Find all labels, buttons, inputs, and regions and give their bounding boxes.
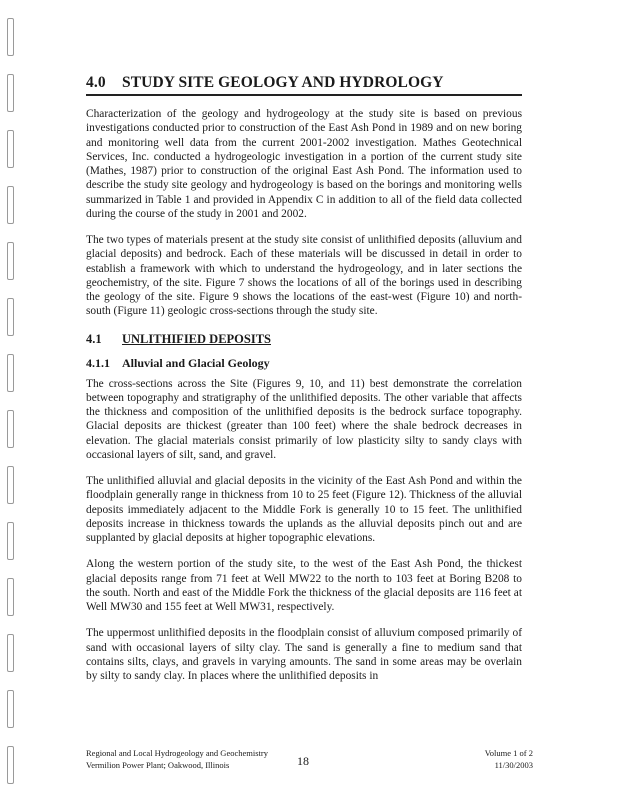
subsection-number: 4.1 (86, 331, 102, 346)
binder-hole (7, 410, 14, 448)
binder-hole (7, 242, 14, 280)
binder-hole (7, 298, 14, 336)
footer-volume-info (485, 747, 533, 771)
subsubsection-heading (86, 356, 522, 371)
binder-hole (7, 74, 14, 112)
subsection-title: UNLITHIFIED DEPOSITS (122, 331, 271, 346)
paragraph: The uppermost unlithified deposits in the floodplain consist of alluvium composed primarily of sand with occasional layers of silty clay. The sand is generally a fine to medium sand that contains silts, clays, and gravels in varying amounts. The sand in some areas may be overlain by silty to sandy clay. In places where the unlithified deposits in (86, 627, 522, 682)
subsubsection-number: 4.1.1 (86, 355, 110, 370)
binder-hole (7, 186, 14, 224)
page-number: 18 (297, 754, 309, 768)
footer-site-name: Vermilion Power Plant; Oakwood, Illinois (86, 760, 230, 770)
binder-hole (7, 466, 14, 504)
binder-hole (7, 354, 14, 392)
paragraph: Characterization of the geology and hydrogeology at the study site is based on previous investigations conducted prior to construction of the East Ash Pond in 1989 and on new boring and monitoring well data from the current 2001-2002 investigation. Mathes Geotechnical Services, Inc. conducted a hydrogeologic investigation in a portion of the current study site (Mathes, 1987) prior to construction of the original East Ash Pond. The information used to describe the study site geology and hydrogeology is based on the borings and monitoring wells summarized in Table 1 and provided in Appendix C in addition to all of the field data collected during the course of the study in 2001 and 2002. (86, 108, 522, 220)
section-title: STUDY SITE GEOLOGY AND HYDROLOGY (122, 74, 444, 91)
section-heading (86, 74, 522, 96)
subsubsection-title: Alluvial and Glacial Geology (122, 355, 270, 370)
footer-date: 11/30/2003 (494, 760, 533, 770)
subsection-heading (86, 332, 522, 347)
binder-hole (7, 578, 14, 616)
document-page (86, 74, 522, 695)
footer-report-title: Regional and Local Hydrogeology and Geochemistry (86, 748, 268, 758)
section-number: 4.0 (86, 74, 106, 91)
paragraph: The cross-sections across the Site (Figures 9, 10, and 11) best demonstrate the correlation between topography and stratigraphy of the unlithified deposits. The other variable that affects the thickness and composition of the unlithified deposits is the bedrock surface topography. Glacial deposits are thickest (greater than 100 feet) where the shale bedrock decreases in elevation. The glacial materials consist primarily of low plasticity silty to sandy clays with occasional layers of silt, sand, and gravel. (86, 377, 522, 461)
footer-report-info (86, 747, 306, 771)
binder-hole (7, 130, 14, 168)
binder-hole (7, 746, 14, 784)
paragraph: The unlithified alluvial and glacial deposits in the vicinity of the East Ash Pond and within the floodplain generally range in thickness from 10 to 25 feet (Figure 12). Thickness of the alluvial deposits immediately adjacent to the Middle Fork is generally 10 to 15 feet. The unlithified deposits increase in thickness towards the uplands as the alluvial deposits pinch out and are supplanted by glacial deposits at higher topographic elevations. (86, 475, 522, 544)
binder-hole (7, 634, 14, 672)
binder-hole (7, 690, 14, 728)
binder-hole (7, 522, 14, 560)
binder-hole (7, 18, 14, 56)
footer-volume: Volume 1 of 2 (484, 748, 533, 758)
binder-holes (4, 18, 18, 788)
paragraph: The two types of materials present at the study site consist of unlithified deposits (alluvium and glacial deposits) and bedrock. Each of these materials will be discussed in detail in order to establish a framework with which to understand the hydrogeology, and in later sections the geochemistry, of the site. Figure 7 shows the locations of all of the borings used in describing the geology of the site. Figure 9 shows the locations of the east-west (Figure 10) and north-south (Figure 11) geologic cross-sections through the study site. (86, 234, 522, 318)
paragraph: Along the western portion of the study site, to the west of the East Ash Pond, the thickest glacial deposits range from 71 feet at Well MW22 to the north to 103 feet at Boring B208 to the south. North and east of the Middle Fork the thickness of the glacial deposits are 116 feet at Well MW30 and 155 feet at Well MW31, respectively. (86, 558, 522, 613)
